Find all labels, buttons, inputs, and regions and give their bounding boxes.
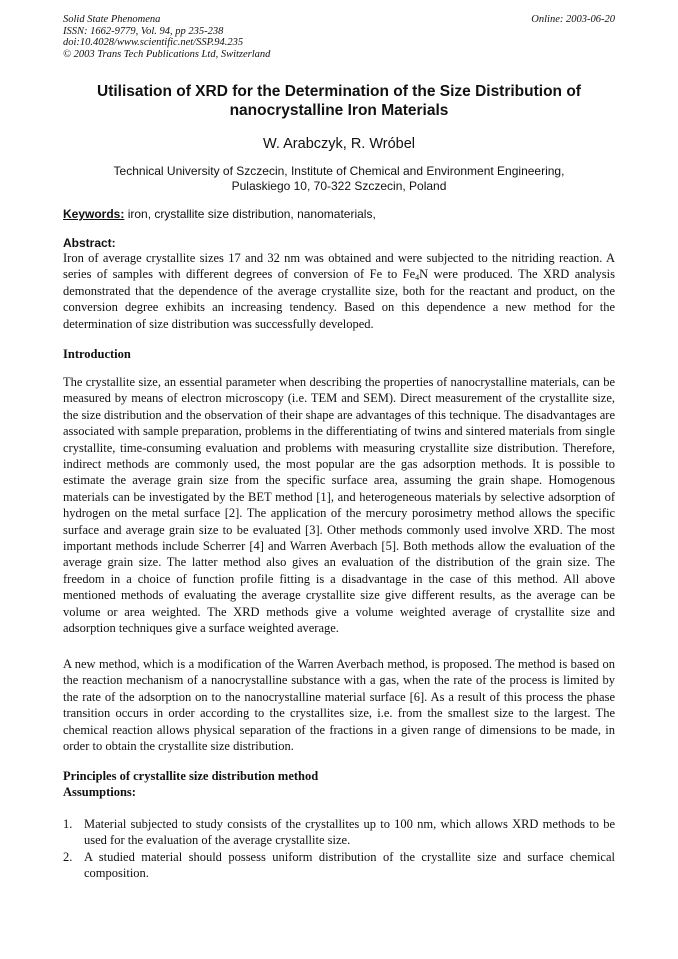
principles-heading-block: [63, 768, 318, 801]
paper-title: Utilisation of XRD for the Determination of the Size Distribution of nanocrystalline Iron Materials: [97, 83, 581, 119]
list-item-number: 1.: [63, 817, 73, 831]
doi-line: doi:10.4028/www.scientific.net/SSP.94.235: [63, 37, 244, 48]
affiliation-line-1: Technical University of Szczecin, Institute of Chemical and Environment Engineering,: [113, 164, 565, 178]
keywords: [63, 207, 615, 222]
introduction-paragraph-2: A new method, which is a modification of the Warren Averbach method, is proposed. The method is based on the reaction mechanism of a nanocrystalline substance with a gas, when the rate of the process is limited by the rate of the adsorption on to the nanocrystalline material surface [6]. As a result of this process the phase transition occurs in order according to the crystallites size, i.e. from the smallest size to the largest. The chemical reaction allows physical separation of the fractions in a given range of dimensions to be made, in order to obtain the crystallite size distribution.: [63, 657, 615, 754]
list-item: [63, 816, 615, 849]
paper-authors: W. Arabczyk, R. Wróbel: [262, 136, 416, 152]
affiliation-line-2: Pulaskiego 10, 70-322 Szczecin, Poland: [231, 179, 447, 193]
affiliation: [63, 164, 615, 194]
assumptions-list: [63, 816, 615, 882]
copyright-line: © 2003 Trans Tech Publications Ltd, Switzerland: [63, 48, 271, 60]
abstract-label: Abstract:: [63, 236, 116, 250]
abstract-text: [63, 250, 615, 332]
keywords-text: iron, crystallite size distribution, nanomaterials,: [124, 207, 376, 221]
journal-name: Solid State Phenomena: [63, 14, 161, 25]
abstract-subscript: 4: [415, 273, 420, 283]
keywords-label: Keywords:: [63, 207, 125, 221]
abstract-text-part-2: N were produced. The XRD analysis demonstrated that the dependence of the average crystallite size, both for the reactant and product, on the conversion degree exhibits an increasing tendency. Based on this dependence a new method for the determination of size distribution was successfully developed.: [63, 267, 615, 331]
journal-header: [63, 14, 615, 60]
principles-heading: Principles of crystallite size distribution method: [63, 769, 319, 783]
introduction-paragraph-1: The crystallite size, an essential parameter when describing the properties of nanocrystalline materials, can be measured by means of electron microscopy (i.e. TEM and SEM). Direct measurement of the crystallite size, the size distribution and the observation of their shape are advantages of this technique. The disadvantages are associated with sample preparation, problems in the differentiating of twins and sintered materials from single crystallite, time-consuming evaluation and problems with measuring crystallite size distribution. Therefore, indirect methods are commonly used, the most popular are the gas adsorption methods. It is possible to estimate the average grain size from the specific surface area, assuming the grain shape. Homogenous materials can be investigated by the BET method [1], and heterogeneous materials by selective adsorption of hydrogen on the metal surface [2]. The application of the mercury porosimetry method allows the specific surface and average grain size to be evaluated [3]. Other methods commonly used involve XRD. The most important methods include Scherrer [4] and Warren Averbach [5]. Both methods allow the evaluation of the average grain size. The latter method also gives an evaluation of the distribution of the grain size. The freedom in a choice of function profile fitting is a disadvantage in the case of this method. All above mentioned methods of evaluating the average crystallite size give different results, as the average can be volume or area weighted. The XRD methods give a volume weighted average of crystallite size and adsorption techniques give a surface weighted average.: [63, 375, 615, 636]
issn-line: ISSN: 1662-9779, Vol. 94, pp 235-238: [63, 25, 224, 37]
introduction-heading: Introduction: [63, 347, 131, 361]
list-item-number: 2.: [63, 849, 73, 864]
online-date: Online: 2003-06-20: [531, 14, 615, 25]
list-item-text: Material subjected to study consists of the crystallites up to 100 nm, which allows XRD methods to be used for the evaluation of the average crystallite size.: [84, 817, 615, 848]
assumptions-heading: Assumptions:: [63, 785, 136, 800]
list-item-text: A studied material should possess uniform distribution of the crystallite size and surface chemical composition.: [84, 849, 615, 881]
list-item: [63, 849, 615, 882]
abstract-text-part-1: Iron of average crystallite sizes 17 and 32 nm was obtained and were subjected to the nitriding reaction. A series of samples with different degrees of conversion of Fe to Fe: [63, 251, 615, 282]
